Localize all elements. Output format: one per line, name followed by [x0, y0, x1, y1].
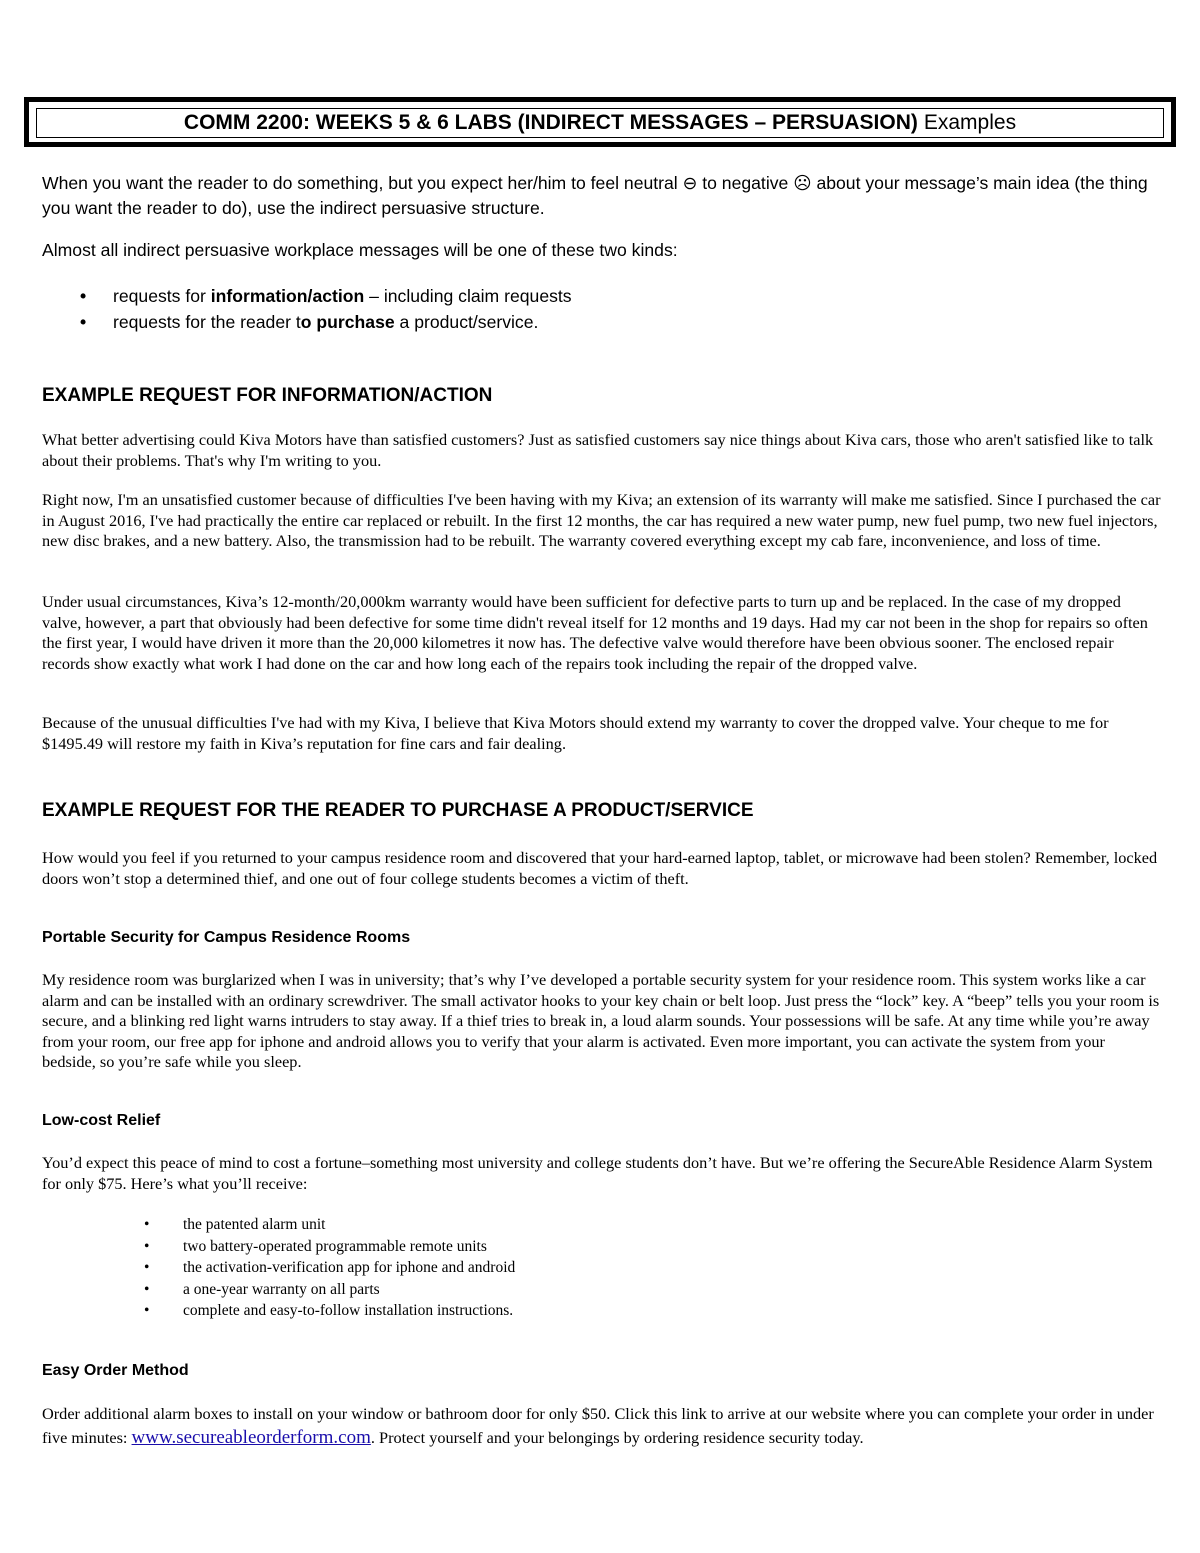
- intro-text-a: When you want the reader to do something, but you expect her/him to feel neutral: [42, 173, 678, 193]
- intro-paragraph-1: [42, 171, 1162, 221]
- sad-face-icon: ☹: [793, 173, 812, 193]
- section1-paragraph: Because of the unusual difficulties I've had with my Kiva, I believe that Kiva Motors should extend my warranty to cover the dropped valve. Your cheque to me for $1495.49 will restore my faith in Kiva’s reputation for fine cars and fair dealing.: [42, 713, 1109, 753]
- order-text: Order additional alarm boxes to install on your window or bathroom door for only $50. Click this link to arrive at our website where you can complete your order in under five minutes:: [42, 1404, 1154, 1447]
- list-item: • the patented alarm unit: [144, 1214, 515, 1236]
- subheading-portable-security: Portable Security for Campus Residence Rooms: [42, 929, 411, 946]
- list-item-bold: o purchase: [300, 312, 395, 332]
- section2-paragraph: My residence room was burglarized when I was in university; that’s why I’ve developed a portable security system for your residence room. This system works like a car alarm and can be installed with an ordinary screwdriver. The small activator hooks to your key chain or belt loop. Just press the “lock” key. A “beep” tells you your room is secure, and a blinking red light warns intruders to stay away. If a thief tries to break in, a loud alarm sounds. Your possessions will be safe. At any time while you’re away from your room, our free app for iphone and android allows you to verify that your alarm is activated. Even more important, you can activate the system from your bedside, so you’re safe while you sleep.: [42, 970, 1160, 1072]
- list-item: [80, 283, 572, 309]
- list-item-text: – including claim requests: [364, 286, 572, 306]
- intro-paragraph-2: Almost all indirect persuasive workplace messages will be one of these two kinds:: [42, 240, 678, 260]
- section1-paragraph: Under usual circumstances, Kiva’s 12-month/20,000km warranty would have been sufficient for defective parts to turn up and be replaced. In the case of my dropped valve, however, a part that obviously had been defective for some time didn't reveal itself for 12 months and 19 days. Had my car not been in the shop for repairs so often the first year, I would have driven it more than the 20,000 kilometres it now has. The defective valve would therefore have been obvious sooner. The enclosed repair records show exactly what work I had done on the car and how long each of the repairs took including the repair of the dropped valve.: [42, 592, 1148, 673]
- list-item: [80, 309, 572, 335]
- title-box: [24, 97, 1176, 147]
- list-item-text: requests for: [113, 286, 211, 306]
- order-form-link[interactable]: www.secureableorderform.com: [131, 1427, 371, 1448]
- section-heading-information: EXAMPLE REQUEST FOR INFORMATION/ACTION: [42, 385, 493, 406]
- list-item-text: requests for the reader t: [113, 312, 301, 332]
- section2-paragraph: You’d expect this peace of mind to cost a fortune–something most university and college students don’t have. But we’re offering the SecureAble Residence Alarm System for only $75. Here’s what you’ll receive:: [42, 1153, 1153, 1193]
- section1-paragraph: Right now, I'm an unsatisfied customer because of difficulties I've been having with my Kiva; an extension of its warranty will make me satisfied. Since I purchased the car in August 2016, I've had practically the entire car replaced or rebuilt. In the first 12 months, the car has required a new water pump, new fuel pump, two new fuel injectors, new disc brakes, and a new battery. Also, the transmission had to be rebuilt. The warranty covered everything except my cab fare, inconvenience, and loss of time.: [42, 490, 1161, 551]
- list-item: • complete and easy-to-follow installation instructions.: [144, 1300, 515, 1322]
- list-item-text: a product/service.: [394, 312, 539, 332]
- section-heading-purchase: EXAMPLE REQUEST FOR THE READER TO PURCHASE A PRODUCT/SERVICE: [42, 800, 754, 821]
- request-kinds-list: [80, 283, 572, 335]
- intro-text-b: to negative: [702, 173, 789, 193]
- subheading-easy-order: Easy Order Method: [42, 1362, 189, 1379]
- neutral-face-icon: ⊖: [682, 173, 698, 193]
- section2-opening: How would you feel if you returned to your campus residence room and discovered that your hard-earned laptop, tablet, or microwave had been stolen? Remember, locked doors won’t stop a determined thief, and one out of four college students becomes a victim of theft.: [42, 848, 1158, 888]
- order-text: . Protect yourself and your belongings by ordering residence security today.: [370, 1428, 864, 1447]
- intro-text-c: about your message’s main idea (the thing you want the reader to do), use the indirect persuasive structure.: [42, 173, 1148, 218]
- page-title-suffix: Examples: [923, 111, 1017, 134]
- subheading-low-cost: Low-cost Relief: [42, 1112, 161, 1129]
- section1-paragraph: What better advertising could Kiva Motors have than satisfied customers? Just as satisfied customers say nice things about Kiva cars, those who aren't satisfied like to talk about their problems. That's why I'm writing to you.: [42, 430, 1154, 470]
- page-title: COMM 2200: WEEKS 5 & 6 LABS (INDIRECT MESSAGES – PERSUASION): [183, 111, 918, 134]
- list-item: • two battery-operated programmable remote units: [144, 1236, 515, 1258]
- list-item-bold: information/action: [210, 286, 365, 306]
- list-item: • a one-year warranty on all parts: [144, 1279, 515, 1301]
- list-item: • the activation-verification app for iphone and android: [144, 1257, 515, 1279]
- title-inner: [36, 108, 1164, 138]
- package-contents-list: [144, 1214, 515, 1322]
- order-paragraph: [42, 1402, 1162, 1450]
